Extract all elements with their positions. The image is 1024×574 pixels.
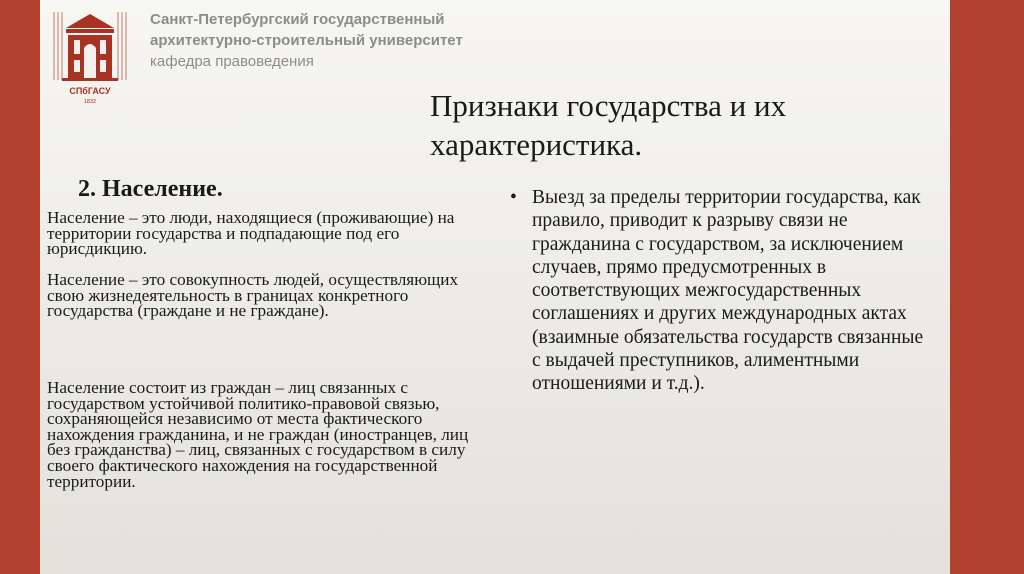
- population-definition-2: Население – это совокупность людей, осуществляющих свою жизнедеятельность в границах конкретного государства (граждане и не граждане).: [47, 270, 459, 321]
- logo-year: 1832: [83, 99, 97, 105]
- slide-title-line2: характеристика.: [430, 127, 643, 162]
- population-composition: Население состоит из граждан – лиц связанных с государством устойчивой политико-правовой связью, сохраняющейся независимо от места фактического нахождения гражданина, и не граждан (иностранцев, лиц без гражданства) – лиц, связанных с государством в силу своего фактического нахождения на государственной территории.: [47, 378, 469, 491]
- slide-title: [430, 86, 930, 164]
- university-name-line2: архитектурно-строительный университет: [150, 32, 463, 49]
- bullet-text: Выезд за пределы территории государства, как правило, приводит к разрыву связи не гражданина с государством, за исключением случаев, прямо предусмотренных в соответствующих межгосударственных соглашениях и других международных актах (взаимные обязательства государств связанные с выдачей преступников, алиментными отношениями и т.д.).: [532, 187, 924, 395]
- university-header: [150, 9, 570, 72]
- population-definition-1: Население – это люди, находящиеся (проживающие) на территории государства и подпадающие под его юрисдикцию.: [47, 208, 455, 259]
- left-column: [47, 208, 492, 491]
- slide: [40, 0, 950, 574]
- university-name-line1: Санкт-Петербургский государственный: [150, 11, 445, 28]
- department-name: кафедра правоведения: [150, 53, 314, 70]
- university-logo: [52, 6, 128, 106]
- bullet-marker: •: [510, 187, 517, 208]
- slide-title-line1: Признаки государства и их: [430, 88, 787, 123]
- section-heading: 2. Население.: [78, 176, 223, 202]
- logo-text: СПбГАСУ: [69, 86, 111, 96]
